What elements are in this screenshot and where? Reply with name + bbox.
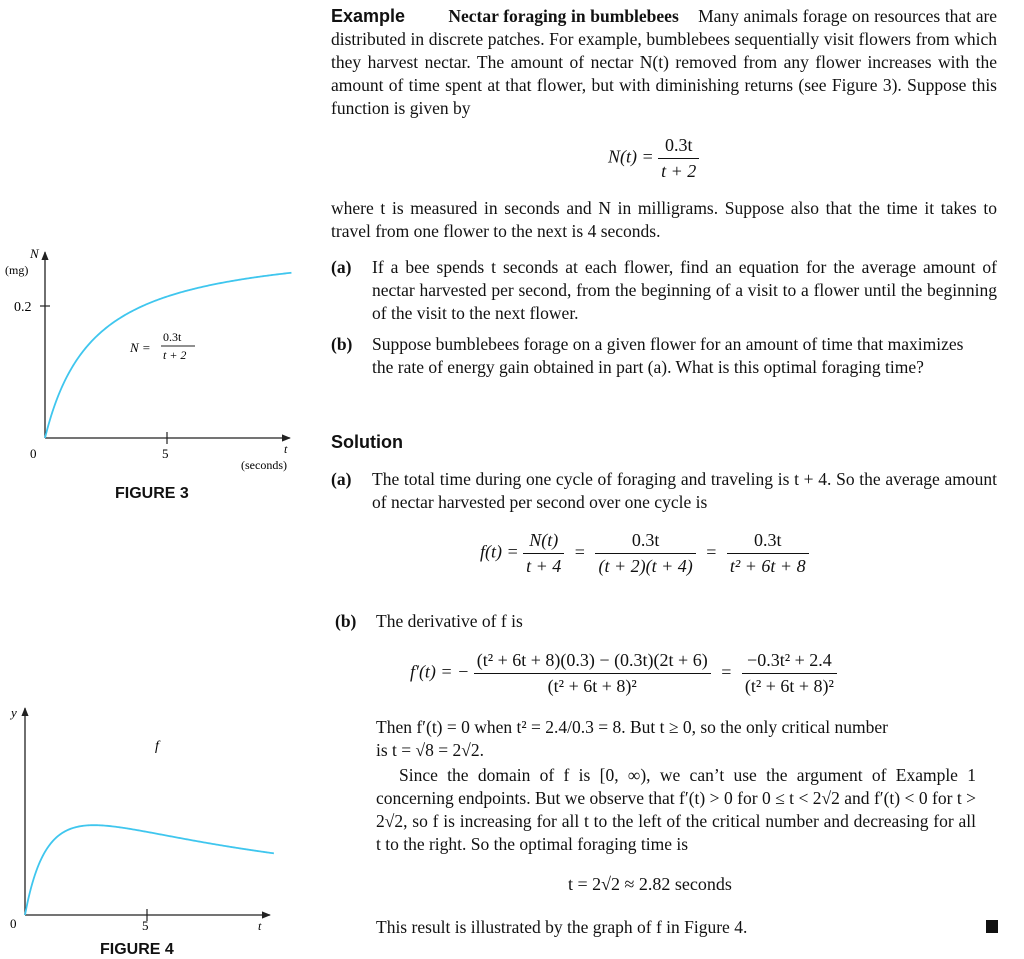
end-of-proof-mark — [986, 920, 998, 933]
equation-fprime-lhs: f′(t) = − — [410, 661, 470, 682]
solution-b-label: (b) — [335, 611, 357, 631]
equation-N-num: 0.3t — [658, 135, 699, 159]
equation-f-frac-3 — [727, 530, 809, 577]
solution-heading: Solution — [331, 432, 403, 452]
equation-fprime-frac-1-num: (t² + 6t + 8)(0.3) − (0.3t)(2t + 6) — [474, 650, 711, 674]
figure-4-graph — [0, 700, 300, 940]
part-a-text: If a bee spends t seconds at each flower, find an equation for the average amount of nectar harvested per second, from the beginning of a visit to a flower until the beginning of the visit to the next flower. — [372, 257, 997, 323]
equals-sign: = — [721, 661, 732, 682]
equation-fprime-frac-2-den: (t² + 6t + 8)² — [744, 676, 834, 696]
x-axis-label: t — [284, 442, 288, 456]
equation-f-frac-3-num: 0.3t — [727, 530, 809, 554]
x-unit-label: (seconds) — [241, 458, 287, 472]
solution-a — [331, 468, 997, 514]
example-paragraph — [331, 5, 997, 120]
critical-line-2: is t = √8 = 2√2. — [376, 740, 484, 760]
equation-f-frac-2-num: 0.3t — [595, 530, 695, 554]
equation-fprime-frac-1 — [474, 650, 711, 697]
equation-fprime-frac-2-num: −0.3t² + 2.4 — [742, 650, 837, 674]
equation-N-lhs: N(t) = — [608, 146, 654, 167]
example-title: Nectar foraging in bumblebees — [448, 6, 679, 26]
part-a — [331, 256, 997, 325]
curve-label-lhs: N = — [130, 340, 151, 355]
solution-b-text: The derivative of f is — [376, 611, 523, 631]
equals-sign: = — [574, 541, 585, 562]
curve-label-num: 0.3t — [163, 330, 182, 344]
example-intro: Many animals forage on resources that are distributed in discrete patches. For example, bumblebees sequentially visit flowers from which they harvest nectar. The amount of nectar N(t) removed from any flower increases with the amount of time spent at that flower, but with diminishing returns (see Figure 3). Suppose this function is given by — [331, 6, 998, 118]
equation-f-frac-2 — [595, 530, 695, 577]
figure-4-caption: FIGURE 4 — [100, 941, 174, 958]
y-axis-label: y — [11, 705, 17, 720]
y-axis-label: N — [30, 246, 39, 261]
equation-f — [480, 530, 809, 577]
example-label: Example — [331, 6, 406, 26]
origin-label: 0 — [30, 446, 37, 461]
equation-f-frac-1 — [523, 530, 564, 577]
part-b-label: (b) — [331, 334, 353, 354]
part-b-text: Suppose bumblebees forage on a given flower for an amount of time that maximizes the rate of energy gain obtained in part (a). What is this optimal foraging time? — [372, 334, 964, 377]
equals-sign: = — [706, 541, 717, 562]
equation-f-frac-1-num: N(t) — [523, 530, 564, 554]
curve-label-den: t + 2 — [163, 348, 187, 362]
origin-label: 0 — [10, 916, 17, 931]
closing-sentence: This result is illustrated by the graph of f in Figure 4. — [376, 917, 748, 937]
domain-paragraph: Since the domain of f is [0, ∞), we can’t use the argument of Example 1 concerning endpoints. But we observe that f′(t) > 0 for 0 ≤ t < 2√2 and f′(t) < 0 for t > 2√2, so f is increasing for all t to the left of the critical number and decreasing for all t to the right. So the optimal foraging time is — [376, 765, 976, 854]
equation-N — [608, 135, 699, 182]
solution-b — [335, 610, 997, 633]
equation-N-den: t + 2 — [661, 161, 697, 181]
critical-number-text — [376, 716, 997, 762]
equation-f-lhs: f(t) = — [480, 541, 519, 562]
x-tick-label: 5 — [162, 446, 169, 461]
solution-a-text: The total time during one cycle of foraging and traveling is t + 4. So the average amount of nectar harvested per second over one cycle is — [372, 469, 997, 512]
rate-curve — [25, 825, 274, 915]
equation-f-frac-2-den: (t + 2)(t + 4) — [598, 556, 693, 576]
part-b — [331, 333, 997, 379]
curve-label-f: f — [155, 739, 159, 754]
y-unit-label: (mg) — [5, 263, 29, 277]
equation-f-frac-1-den: t + 4 — [526, 556, 562, 576]
equation-fprime-frac-2 — [742, 650, 837, 697]
units-paragraph: where t is measured in seconds and N in milligrams. Suppose also that the time it takes to travel from one flower to the next is 4 seconds. — [331, 198, 997, 241]
equation-f-frac-3-den: t² + 6t + 8 — [729, 556, 806, 576]
solution-a-label: (a) — [331, 469, 352, 489]
figure-3-graph — [0, 240, 310, 480]
y-tick-label: 0.2 — [14, 300, 32, 315]
critical-line-1: Then f′(t) = 0 when t² = 2.4/0.3 = 8. But t ≥ 0, so the only critical number — [376, 717, 888, 737]
part-a-label: (a) — [331, 257, 352, 277]
x-tick-label: 5 — [142, 918, 149, 933]
equation-N-fraction — [658, 135, 699, 182]
x-axis-label: t — [258, 919, 262, 933]
figure-3-caption: FIGURE 3 — [115, 485, 189, 502]
equation-fprime-frac-1-den: (t² + 6t + 8)² — [547, 676, 637, 696]
result-equation: t = 2√2 ≈ 2.82 seconds — [568, 874, 732, 894]
equation-fprime — [410, 650, 837, 697]
